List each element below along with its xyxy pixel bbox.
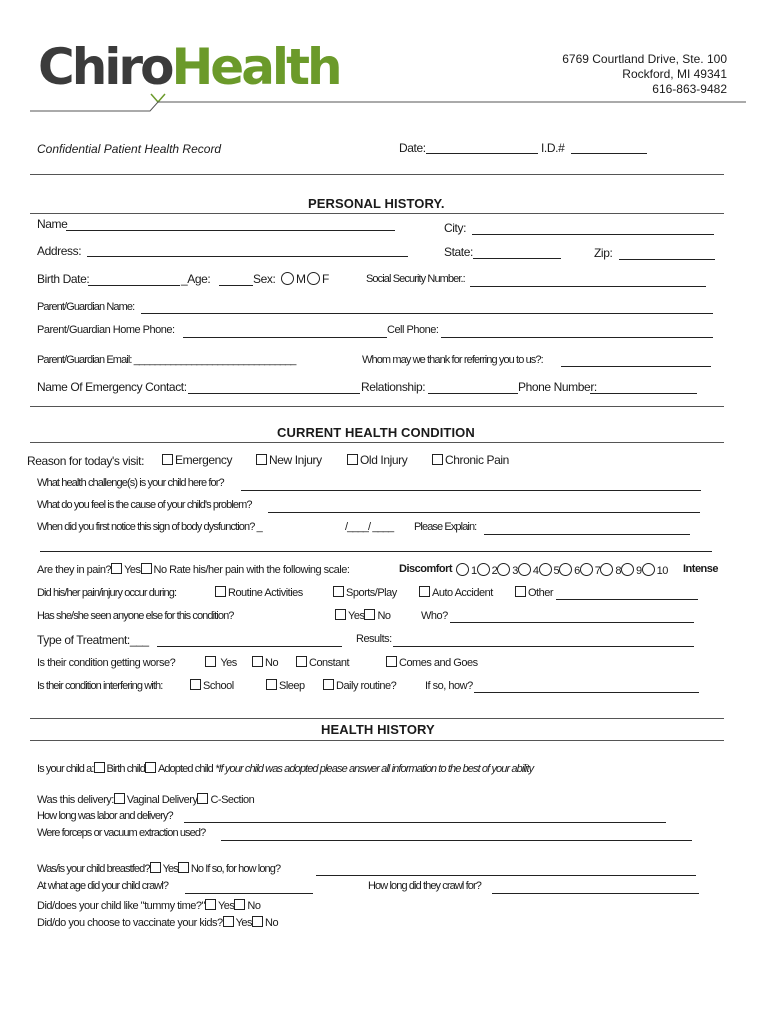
checkbox-icon[interactable] bbox=[234, 899, 245, 910]
radio-icon[interactable] bbox=[559, 563, 572, 576]
if-so-how-long-label: If so, for how long? bbox=[203, 863, 281, 875]
age-label: _Age: bbox=[181, 272, 211, 286]
divider bbox=[30, 174, 724, 175]
checkbox-icon[interactable] bbox=[94, 762, 105, 773]
logo-chiro: Chiro bbox=[38, 38, 172, 96]
delivery-row bbox=[37, 793, 254, 806]
yes-label: Yes bbox=[235, 917, 253, 929]
address-phone: 616-863-9482 bbox=[652, 82, 727, 96]
id-field[interactable] bbox=[571, 153, 647, 154]
crawl-long-field[interactable] bbox=[492, 893, 699, 894]
checkbox-icon[interactable] bbox=[197, 793, 208, 804]
forceps-label: Were forceps or vacuum extraction used? bbox=[37, 827, 206, 839]
city-label: City: bbox=[444, 221, 467, 235]
date-field[interactable] bbox=[426, 153, 538, 154]
breastfed-field[interactable] bbox=[316, 875, 696, 876]
routine-option[interactable] bbox=[215, 586, 303, 599]
birth-date-label: Birth Date: bbox=[37, 272, 90, 286]
checkbox-icon[interactable] bbox=[111, 563, 122, 574]
worse-no-option[interactable] bbox=[252, 656, 278, 669]
checkbox-icon[interactable] bbox=[515, 586, 526, 597]
section-personal: PERSONAL HISTORY. bbox=[308, 196, 445, 211]
chronic-pain-option[interactable] bbox=[432, 453, 509, 467]
scale-3: 3 bbox=[512, 565, 518, 577]
referral-field[interactable] bbox=[561, 366, 711, 367]
treatment-label: Type of Treatment:___ bbox=[37, 633, 149, 647]
checkbox-icon[interactable] bbox=[364, 609, 375, 620]
checkbox-icon[interactable] bbox=[296, 656, 307, 667]
checkbox-icon[interactable] bbox=[162, 454, 173, 465]
cell-phone-label: Cell Phone: bbox=[387, 324, 439, 336]
yes-label: Yes bbox=[162, 863, 178, 875]
address-field[interactable] bbox=[87, 256, 408, 257]
explain-label: Please Explain: bbox=[414, 521, 477, 533]
checkbox-icon[interactable] bbox=[386, 656, 397, 667]
worse-label: Is their condition getting worse? bbox=[37, 657, 176, 669]
challenge-question: What health challenge(s) is your child here for? bbox=[37, 477, 224, 489]
date-label: Date: bbox=[399, 141, 426, 155]
who-label: Who? bbox=[421, 610, 448, 622]
guardian-email-label[interactable]: Parent/Guardian Email: _______________________________ bbox=[37, 354, 296, 366]
pain-row bbox=[37, 563, 349, 576]
auto-option[interactable] bbox=[419, 586, 493, 599]
relationship-label: Relationship: bbox=[361, 380, 426, 394]
adopted-label: Adopted child bbox=[157, 763, 213, 775]
new-injury-option[interactable] bbox=[256, 453, 322, 467]
scale-10: 10 bbox=[656, 565, 668, 577]
intense-label: Intense bbox=[683, 563, 719, 575]
reason-label: Reason for today's visit: bbox=[27, 454, 145, 468]
emergency-contact-label: Name Of Emergency Contact: bbox=[37, 380, 187, 394]
rate-label: Rate his/her pain with the following scale: bbox=[169, 564, 350, 576]
new-injury-label: New Injury bbox=[269, 453, 322, 467]
form-title: Confidential Patient Health Record bbox=[37, 142, 222, 156]
tummy-row bbox=[37, 899, 260, 912]
scale-8: 8 bbox=[615, 565, 621, 577]
address-line2: Rockford, MI 49341 bbox=[622, 67, 727, 81]
divider bbox=[30, 406, 724, 407]
cause-question: What do you feel is the cause of your child's problem? bbox=[37, 499, 252, 511]
section-history: HEALTH HISTORY bbox=[321, 722, 435, 737]
school-option[interactable] bbox=[190, 679, 234, 692]
sex-f-label: F bbox=[322, 272, 329, 286]
comes-goes-option[interactable] bbox=[386, 656, 478, 669]
daily-option[interactable] bbox=[323, 679, 396, 692]
birth-child-label: Birth child bbox=[106, 763, 145, 775]
state-field[interactable] bbox=[473, 258, 561, 259]
checkbox-icon[interactable] bbox=[215, 586, 226, 597]
no-label: No bbox=[265, 657, 279, 669]
challenge-field[interactable] bbox=[241, 490, 701, 491]
radio-icon[interactable] bbox=[642, 563, 655, 576]
tummy-label: Did/does your child like "tummy time?" bbox=[37, 900, 205, 912]
who-field[interactable] bbox=[450, 622, 694, 623]
state-label: State: bbox=[444, 245, 473, 259]
pain-question: Are they in pain? bbox=[37, 564, 112, 576]
radio-icon[interactable] bbox=[539, 563, 552, 576]
city-field[interactable] bbox=[472, 234, 714, 235]
radio-icon[interactable] bbox=[621, 563, 634, 576]
csection-label: C-Section bbox=[210, 794, 255, 806]
guardian-home-phone-field[interactable] bbox=[183, 337, 387, 338]
crawl-age-field[interactable] bbox=[185, 893, 313, 894]
is-your-child-label: Is your child a: bbox=[37, 763, 94, 775]
guardian-home-phone-label: Parent/Guardian Home Phone: bbox=[37, 324, 175, 336]
checkbox-icon[interactable] bbox=[266, 679, 277, 690]
explain-field[interactable] bbox=[484, 534, 690, 535]
emergency-contact-field[interactable] bbox=[188, 393, 360, 394]
id-label: I.D.# bbox=[541, 141, 565, 155]
no-label: No bbox=[153, 564, 167, 576]
checkbox-icon[interactable] bbox=[333, 586, 344, 597]
ssn-label: Social Security Number.: bbox=[366, 273, 465, 285]
zip-field[interactable] bbox=[619, 259, 715, 260]
sports-label: Sports/Play bbox=[346, 587, 397, 599]
sex-f-option[interactable] bbox=[307, 272, 329, 286]
radio-icon[interactable] bbox=[281, 272, 294, 285]
yes-label: Yes bbox=[217, 900, 235, 912]
referral-label: Whom may we thank for referring you to us?: bbox=[362, 354, 543, 366]
section-current: CURRENT HEALTH CONDITION bbox=[277, 425, 475, 440]
checkbox-icon[interactable] bbox=[252, 916, 263, 927]
guardian-name-label: Parent/Guardian Name: bbox=[37, 301, 135, 313]
divider bbox=[30, 442, 724, 443]
emergency-option[interactable] bbox=[162, 453, 232, 467]
emergency-label: Emergency bbox=[175, 453, 233, 467]
constant-label: Constant bbox=[309, 657, 350, 669]
vaccinate-label: Did/do you choose to vaccinate your kids? bbox=[37, 917, 223, 929]
clinic-address bbox=[562, 52, 727, 97]
worse-yes-option[interactable] bbox=[205, 656, 237, 669]
yes-label: Yes bbox=[348, 610, 365, 622]
scale-4: 4 bbox=[532, 565, 539, 577]
adopted-note: *If your child was adopted please answer all information to the best of your ability bbox=[215, 763, 534, 775]
routine-label: Routine Activities bbox=[228, 587, 303, 599]
divider bbox=[30, 213, 724, 214]
zip-label: Zip: bbox=[594, 246, 613, 260]
scale-2: 2 bbox=[491, 565, 498, 577]
constant-option[interactable] bbox=[296, 656, 349, 669]
radio-icon[interactable] bbox=[580, 563, 593, 576]
scale-5: 5 bbox=[553, 565, 560, 577]
other-field[interactable] bbox=[556, 599, 698, 600]
results-label: Results: bbox=[356, 633, 392, 645]
checkbox-icon[interactable] bbox=[114, 793, 125, 804]
radio-icon[interactable] bbox=[518, 563, 531, 576]
logo-health: Health bbox=[171, 38, 340, 96]
scale-7: 7 bbox=[594, 565, 601, 577]
school-label: School bbox=[203, 680, 234, 692]
seen-yes-option[interactable] bbox=[335, 609, 391, 622]
comes-goes-label: Comes and Goes bbox=[399, 657, 478, 669]
yes-label: Yes bbox=[220, 657, 237, 669]
pain-occur-label: Did his/her pain/injury occur during: bbox=[37, 587, 177, 599]
checkbox-icon[interactable] bbox=[419, 586, 430, 597]
ssn-field[interactable] bbox=[470, 286, 706, 287]
divider bbox=[30, 718, 724, 719]
interfering-label: Is their condition interfering with: bbox=[37, 680, 163, 692]
name-label: Name bbox=[37, 217, 68, 231]
logo bbox=[38, 38, 340, 96]
age-field[interactable] bbox=[219, 285, 253, 286]
first-notice-question: When did you first notice this sign of body dysfunction? _ bbox=[37, 521, 262, 533]
checkbox-icon[interactable] bbox=[205, 899, 216, 910]
chronic-pain-label: Chronic Pain bbox=[445, 453, 509, 467]
sleep-option[interactable] bbox=[266, 679, 305, 692]
breastfed-label: Was/is your child breastfed? bbox=[37, 863, 150, 875]
results-field[interactable] bbox=[393, 646, 694, 647]
birth-date-field[interactable] bbox=[88, 285, 180, 286]
radio-icon[interactable] bbox=[600, 563, 613, 576]
sex-m-label: M bbox=[296, 272, 306, 286]
scale-6: 6 bbox=[574, 565, 580, 577]
if-so-how-field[interactable] bbox=[474, 692, 699, 693]
yes-label: Yes bbox=[124, 564, 141, 576]
no-label: No bbox=[377, 610, 391, 622]
divider bbox=[30, 740, 724, 741]
scale-1: 1 bbox=[471, 565, 477, 577]
guardian-name-field[interactable] bbox=[141, 313, 713, 314]
seen-anyone-label: Has she/she seen anyone else for this condition? bbox=[37, 610, 234, 622]
explain-field-2[interactable] bbox=[40, 551, 712, 552]
phone-number-field[interactable] bbox=[590, 393, 697, 394]
if-so-how-label: If so, how? bbox=[425, 680, 473, 692]
sleep-label: Sleep bbox=[279, 680, 305, 692]
discomfort-label: Discomfort bbox=[399, 563, 453, 575]
old-injury-label: Old Injury bbox=[360, 453, 408, 467]
checkbox-icon[interactable] bbox=[141, 563, 152, 574]
checkbox-icon[interactable] bbox=[252, 656, 263, 667]
radio-icon[interactable] bbox=[477, 563, 490, 576]
daily-label: Daily routine? bbox=[336, 680, 397, 692]
child-type-row bbox=[37, 762, 533, 775]
header-rule bbox=[30, 100, 746, 114]
checkbox-icon[interactable] bbox=[432, 454, 443, 465]
address-line1: 6769 Courtland Drive, Ste. 100 bbox=[562, 52, 727, 66]
cause-field[interactable] bbox=[268, 512, 700, 513]
no-label: No bbox=[265, 917, 279, 929]
delivery-label: Was this delivery: bbox=[37, 794, 114, 806]
name-field[interactable] bbox=[66, 230, 395, 231]
breastfed-row bbox=[37, 862, 280, 875]
radio-icon[interactable] bbox=[497, 563, 510, 576]
sports-option[interactable] bbox=[333, 586, 397, 599]
treatment-field[interactable] bbox=[157, 646, 342, 647]
checkbox-icon[interactable] bbox=[178, 862, 189, 873]
no-label: No bbox=[190, 863, 204, 875]
scale-9: 9 bbox=[636, 565, 642, 577]
vaccinate-row bbox=[37, 916, 278, 929]
old-injury-option[interactable] bbox=[347, 453, 407, 467]
relationship-field[interactable] bbox=[428, 393, 518, 394]
first-notice-date[interactable]: /____/ ____ bbox=[345, 521, 394, 533]
radio-icon[interactable] bbox=[307, 272, 320, 285]
checkbox-icon[interactable] bbox=[190, 679, 201, 690]
sex-label: Sex: bbox=[253, 272, 276, 286]
checkbox-icon[interactable] bbox=[205, 656, 216, 667]
checkbox-icon[interactable] bbox=[223, 916, 234, 927]
no-label: No bbox=[247, 900, 261, 912]
crawl-long-label: How long did they crawl for? bbox=[368, 880, 481, 892]
checkbox-icon[interactable] bbox=[145, 762, 156, 773]
checkbox-icon[interactable] bbox=[323, 679, 334, 690]
forceps-field[interactable] bbox=[221, 840, 692, 841]
checkbox-icon[interactable] bbox=[335, 609, 346, 620]
vaginal-label: Vaginal Delivery bbox=[126, 794, 198, 806]
cell-phone-field[interactable] bbox=[441, 337, 713, 338]
sex-m-option[interactable] bbox=[281, 272, 306, 286]
address-label: Address: bbox=[37, 244, 82, 258]
checkbox-icon[interactable] bbox=[347, 454, 358, 465]
radio-icon[interactable] bbox=[456, 563, 469, 576]
labor-label: How long was labor and delivery? bbox=[37, 810, 173, 822]
auto-label: Auto Accident bbox=[432, 587, 493, 599]
other-label: Other bbox=[528, 587, 554, 599]
pain-scale[interactable] bbox=[456, 563, 668, 577]
labor-field[interactable] bbox=[184, 822, 666, 823]
phone-number-label: Phone Number: bbox=[518, 380, 597, 394]
other-option[interactable] bbox=[515, 586, 553, 599]
checkbox-icon[interactable] bbox=[256, 454, 267, 465]
checkbox-icon[interactable] bbox=[150, 862, 161, 873]
crawl-age-label: At what age did your child crawl? bbox=[37, 880, 169, 892]
